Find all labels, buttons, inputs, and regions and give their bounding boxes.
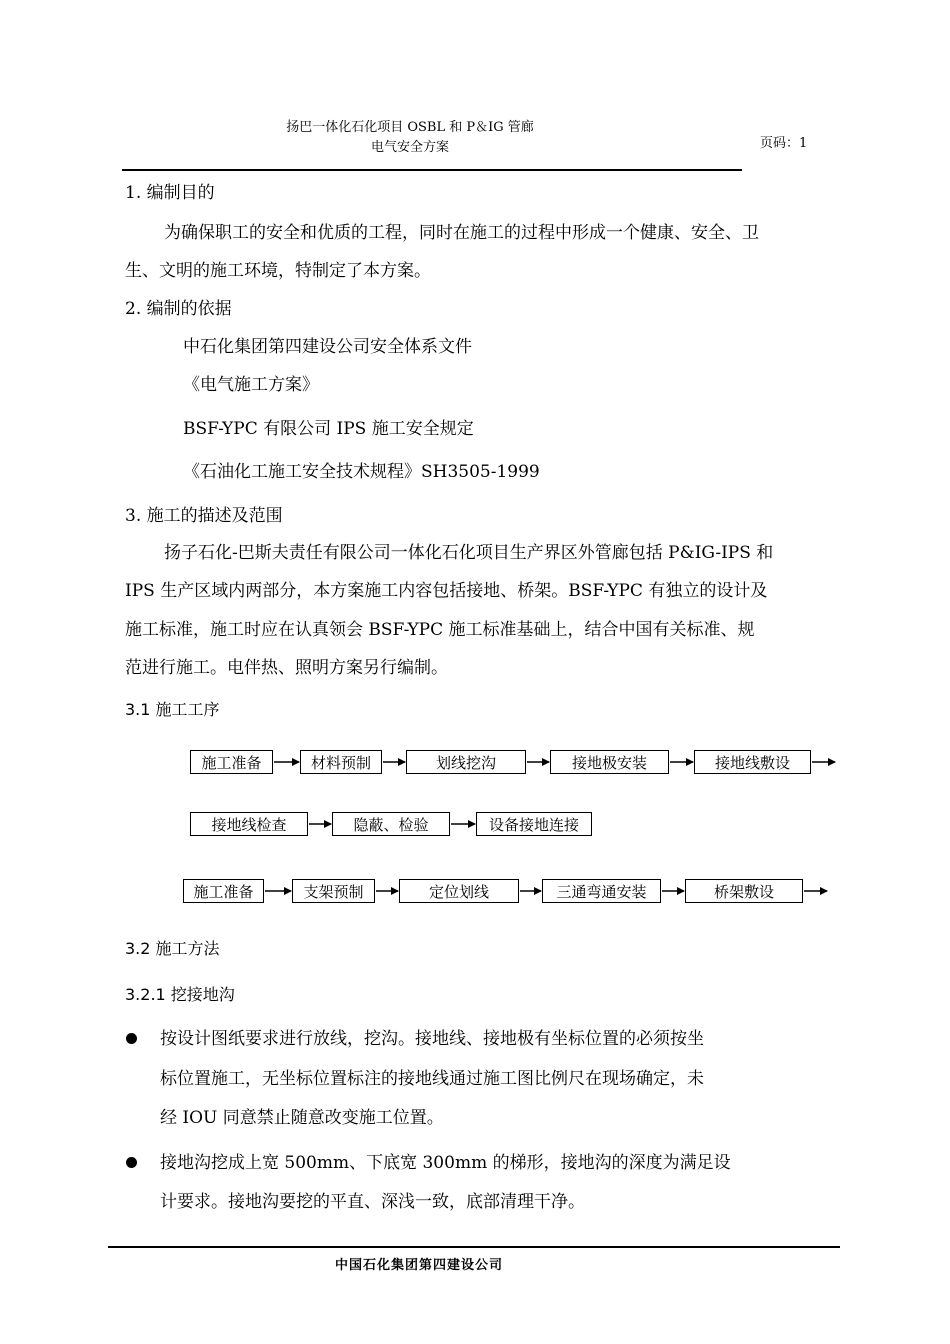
flow-step: 隐蔽、检验 <box>332 812 450 836</box>
bullet-dot <box>126 1157 137 1168</box>
flow-step: 支架预制 <box>292 879 375 903</box>
flow-step: 定位划线 <box>399 879 519 903</box>
bullet-2-line: 计要求。接地沟要挖的平直、深浅一致，底部清理干净。 <box>160 1192 585 1212</box>
flow-step: 接地线检查 <box>190 812 308 836</box>
flow-step: 施工准备 <box>183 879 264 903</box>
flow-step: 三通弯通安装 <box>542 879 661 903</box>
section-1-paragraph-line1: 为确保职工的安全和优质的工程，同时在施工的过程中形成一个健康、安全、卫 <box>164 223 759 243</box>
section-3-paragraph-line: IPS 生产区域内两部分，本方案施工内容包括接地、桥架。BSF-YPC 有独立的设计及 <box>125 581 768 601</box>
flow-step: 接地线敷设 <box>694 750 811 774</box>
section-3-2-heading: 3.2 施工方法 <box>125 939 220 958</box>
flow-step: 划线挖沟 <box>406 750 526 774</box>
bullet-2-line: 接地沟挖成上宽 500mm、下底宽 300mm 的梯形，接地沟的深度为满足设 <box>160 1153 731 1173</box>
footer-divider <box>108 1246 840 1248</box>
section-3-paragraph-line: 施工标准，施工时应在认真领会 BSF-YPC 施工标准基础上，结合中国有关标准、规 <box>125 620 755 640</box>
section-3-paragraph-line: 扬子石化-巴斯夫责任有限公司一体化石化项目生产界区外管廊包括 P&IG-IPS 和 <box>164 543 774 563</box>
page-number: 页码：1 <box>760 136 808 151</box>
section-3-2-1-heading: 3.2.1 挖接地沟 <box>125 985 235 1004</box>
footer-company: 中国石化集团第四建设公司 <box>335 1258 504 1273</box>
basis-item: BSF-YPC 有限公司 IPS 施工安全规定 <box>183 419 474 439</box>
flow-step: 接地极安装 <box>550 750 669 774</box>
bullet-1-line: 标位置施工，无坐标位置标注的接地线通过施工图比例尺在现场确定，未 <box>160 1069 704 1089</box>
section-2-heading: 2. 编制的依据 <box>125 299 232 319</box>
section-1-paragraph-line2: 生、文明的施工环境，特制定了本方案。 <box>125 261 431 281</box>
section-3-1-heading: 3.1 施工工序 <box>125 700 220 719</box>
flow-step: 桥架敷设 <box>685 879 803 903</box>
flow-step: 设备接地连接 <box>476 812 592 836</box>
basis-item: 《电气施工方案》 <box>183 375 319 395</box>
header-title-line2: 电气安全方案 <box>370 140 449 155</box>
basis-item: 中石化集团第四建设公司安全体系文件 <box>183 337 472 357</box>
section-3-paragraph-line: 范进行施工。电伴热、照明方案另行编制。 <box>125 658 448 678</box>
flow-step: 施工准备 <box>190 750 273 774</box>
basis-item: 《石油化工施工安全技术规程》SH3505-1999 <box>183 462 540 482</box>
section-1-heading: 1. 编制目的 <box>125 183 215 203</box>
header-title-line1: 扬巴一体化石化项目 OSBL 和 P＆IG 管廊 <box>286 120 534 135</box>
flow-step: 材料预制 <box>300 750 382 774</box>
section-3-heading: 3. 施工的描述及范围 <box>125 506 283 526</box>
bullet-dot <box>126 1033 137 1044</box>
bullet-1-line: 经 IOU 同意禁止随意改变施工位置。 <box>160 1108 444 1128</box>
bullet-1-line: 按设计图纸要求进行放线，挖沟。接地线、接地极有坐标位置的必须按坐 <box>160 1029 704 1049</box>
